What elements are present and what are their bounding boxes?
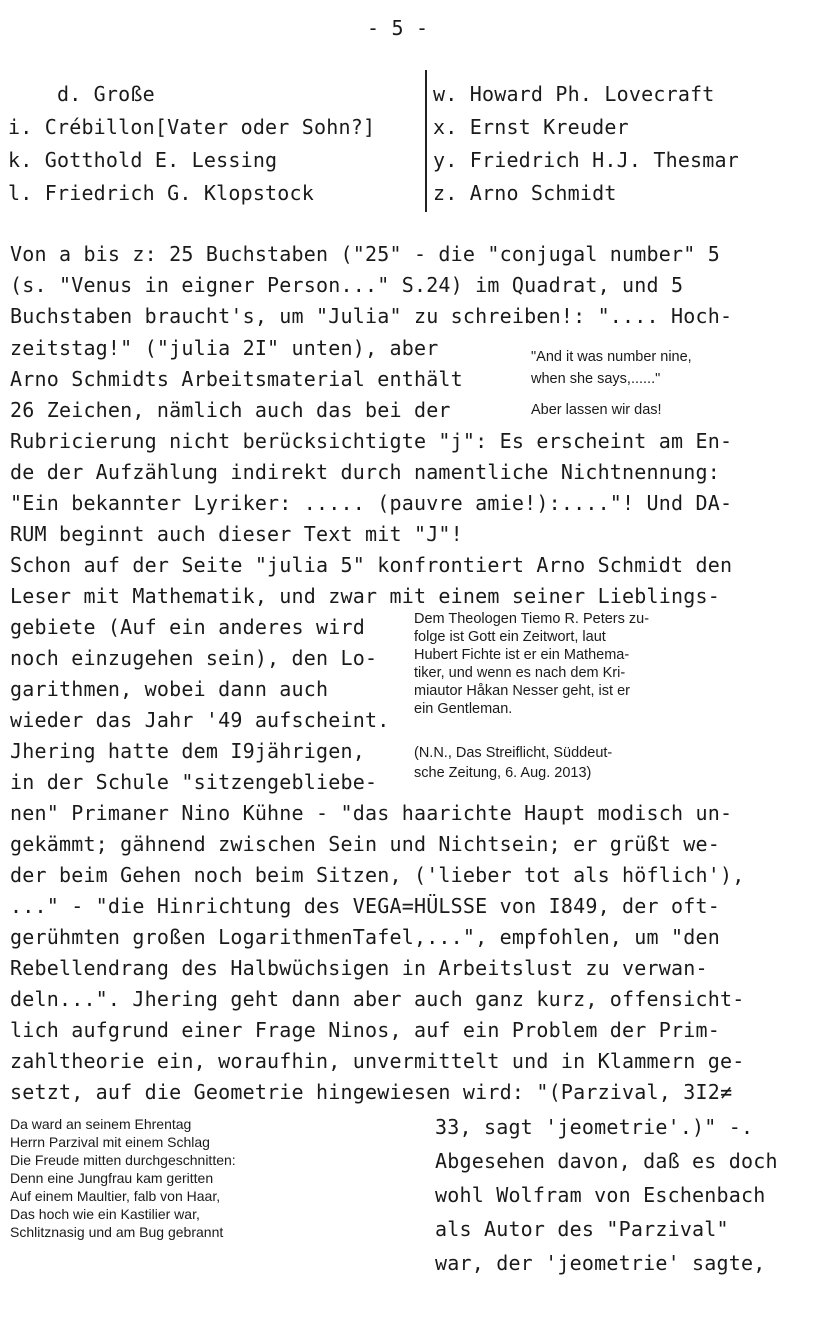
body-line: der beim Gehen noch beim Sitzen, ('lieber tot als höflich'), [10,863,745,887]
body-line: wieder das Jahr '49 aufscheint. [10,708,390,732]
body-line: noch einzugehen sein), den Lo- [10,646,378,670]
body-line: Von a bis z: 25 Buchstaben ("25" - die "conjugal number" 5 [10,242,720,266]
side-note-line: Dem Theologen Tiemo R. Peters zu- [414,611,650,627]
body-line: (s. "Venus in eigner Person..." S.24) im Quadrat, und 5 [10,273,684,297]
list-right-2: y. Friedrich H.J. Thesmar [433,148,740,172]
body-line: nen" Primaner Nino Kühne - "das haarichte Haupt modisch un- [10,801,733,825]
list-divider [425,70,427,212]
body-line: zeitstag!" ("julia 2I" unten), aber [10,336,439,360]
list-left-1: i. Crébillon[Vater oder Sohn?] [8,115,376,139]
body-line: Rubricierung nicht berücksichtigte "j": Es erscheint am En- [10,429,733,453]
body-line: zahltheorie ein, woraufhin, unvermittelt und in Klammern ge- [10,1049,745,1073]
side-note-line: "And it was number nine, [531,349,692,365]
side-note-line: miautor Håkan Nesser geht, ist er [414,683,630,699]
list-left-3: l. Friedrich G. Klopstock [8,181,315,205]
body-line: Buchstaben braucht's, um "Julia" zu schreiben!: ".... Hoch- [10,304,733,328]
poem-line: Denn eine Jungfrau kam geritten [10,1170,214,1186]
side-note-line: when she says,......" [531,371,661,387]
poem-line: Herrn Parzival mit einem Schlag [10,1134,210,1150]
poem-line: Schlitznasig und am Bug gebrannt [10,1224,224,1240]
side-note-line: tiker, und wenn es nach dem Kri- [414,665,626,681]
poem-line: Da ward an seinem Ehrentag [10,1116,192,1132]
page-number: - 5 - [367,16,429,40]
body-line: in der Schule "sitzengebliebe- [10,770,378,794]
body-line: RUM beginnt auch dieser Text mit "J"! [10,522,463,546]
list-left-2: k. Gotthold E. Lessing [8,148,278,172]
body-line: ..." - "die Hinrichtung des VEGA=HÜLSSE von I849, der oft- [10,894,720,918]
body-line: gebiete (Auf ein anderes wird [10,615,365,639]
body-line: Schon auf der Seite "julia 5" konfrontiert Arno Schmidt den [10,553,733,577]
body-line: Leser mit Mathematik, und zwar mit einem seiner Lieblings- [10,584,720,608]
body-line: setzt, auf die Geometrie hingewiesen wird: "(Parzival, 3I2≠ [10,1080,733,1104]
body-line: Jhering hatte dem I9jährigen, [10,739,365,763]
side-note-line: folge ist Gott ein Zeitwort, laut [414,629,606,645]
side-note-line: Hubert Fichte ist er ein Mathema- [414,647,630,663]
side-note-line: sche Zeitung, 6. Aug. 2013) [414,765,592,781]
body-line: Rebellendrang des Halbwüchsigen in Arbeitslust zu verwan- [10,956,708,980]
side-note-line: ein Gentleman. [414,701,513,717]
poem-line: Das hoch wie ein Kastilier war, [10,1206,200,1222]
poem-line: Die Freude mitten durchgeschnitten: [10,1152,236,1168]
poem-line: Auf einem Maultier, falb von Haar, [10,1188,221,1204]
side-note-line: (N.N., Das Streiflicht, Süddeut- [414,745,613,761]
side-note-line: Aber lassen wir das! [531,402,662,418]
list-left-0: d. Große [8,82,155,106]
body-line: Abgesehen davon, daß es doch [435,1149,778,1173]
body-line: deln...". Jhering geht dann aber auch ganz kurz, offensicht- [10,987,745,1011]
body-line: wohl Wolfram von Eschenbach [435,1183,766,1207]
body-line: 26 Zeichen, nämlich auch das bei der [10,398,451,422]
body-line: gekämmt; gähnend zwischen Sein und Nichtsein; er grüßt we- [10,832,720,856]
body-line: gerühmten großen LogarithmenTafel,...", empfohlen, um "den [10,925,720,949]
list-right-0: w. Howard Ph. Lovecraft [433,82,715,106]
body-line: "Ein bekannter Lyriker: ..... (pauvre amie!):...."! Und DA- [10,491,733,515]
body-line: als Autor des "Parzival" [435,1217,729,1241]
body-line: garithmen, wobei dann auch [10,677,329,701]
body-line: 33, sagt 'jeometrie'.)" -. [435,1115,754,1139]
body-line: de der Aufzählung indirekt durch namentliche Nichtnennung: [10,460,720,484]
body-line: lich aufgrund einer Frage Ninos, auf ein Problem der Prim- [10,1018,720,1042]
body-line: Arno Schmidts Arbeitsmaterial enthält [10,367,463,391]
list-right-3: z. Arno Schmidt [433,181,617,205]
list-right-1: x. Ernst Kreuder [433,115,629,139]
body-line: war, der 'jeometrie' sagte, [435,1251,766,1275]
